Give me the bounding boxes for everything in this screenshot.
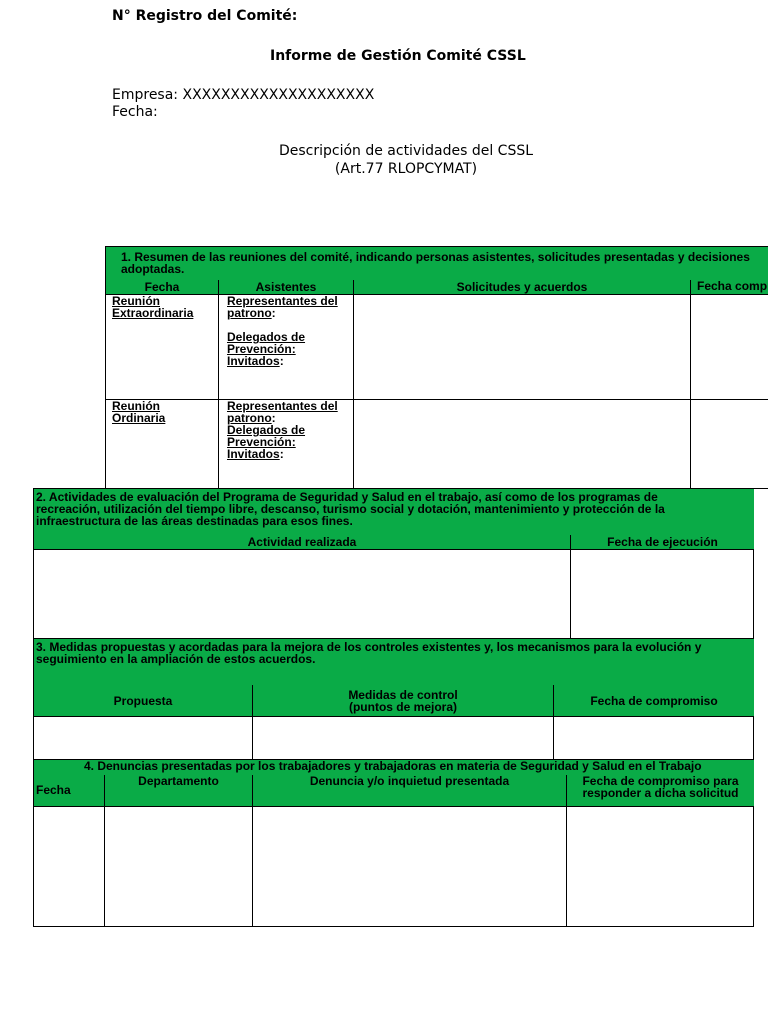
col-actividad: Actividad realizada	[34, 535, 571, 550]
col-medidas: Medidas de control (puntos de mejora)	[253, 685, 554, 717]
col-asistentes: Asistentes	[219, 280, 354, 295]
subtitle-line-1: Descripción de actividades del CSSL	[278, 143, 534, 159]
section4-departamento-cell	[105, 807, 253, 926]
col-denuncia: Denuncia y/o inquietud presentada	[253, 775, 567, 807]
empresa-label: Empresa: XXXXXXXXXXXXXXXXXXXX	[112, 87, 375, 103]
fecha-label: Fecha:	[112, 104, 158, 120]
row2-solicitudes	[354, 400, 691, 490]
col-solicitudes: Solicitudes y acuerdos	[354, 280, 691, 295]
section1-title: 1. Resumen de las reuniones del comité, indicando personas asistentes, solicitudes presentadas y decisiones adoptadas.	[106, 247, 768, 281]
section4-compromiso-cell	[567, 807, 754, 926]
row1-fecha: Reunión Extraordinaria	[106, 295, 219, 400]
section4-denuncia-cell	[253, 807, 567, 926]
subtitle-line-2: (Art.77 RLOPCYMAT)	[334, 161, 478, 177]
col-fecha-responder: Fecha de compromiso para responder a dicha solicitud	[567, 775, 754, 807]
document-title: Informe de Gestión Comité CSSL	[270, 48, 526, 64]
section1-table	[105, 246, 768, 489]
sections-table	[33, 488, 754, 927]
section4-title: 4. Denuncias presentadas por los trabajadores y trabajadoras en materia de Seguridad y Salud en el Trabajo	[34, 760, 754, 776]
col-fecha: Fecha	[106, 280, 219, 295]
section3-fecha-cell	[554, 717, 754, 760]
col-fecha-compromiso: Fecha de compromiso	[554, 685, 754, 717]
row1-asistentes: Representantes del patrono: Delegados de Prevención: Invitados:	[219, 295, 354, 400]
section2-actividad-cell	[34, 550, 571, 639]
section2-title: 2. Actividades de evaluación del Programa de Seguridad y Salud en el trabajo, así como de los programas de recreación, utilización del tiempo libre, descanso, turismo social y dotación, mantenimiento y protección de la infraestructura de las áreas destinadas para esos fines.	[34, 489, 754, 536]
col-denuncia-fecha: Fecha	[34, 775, 105, 807]
row2-fecha-comp	[691, 400, 768, 490]
col-propuesta: Propuesta	[34, 685, 253, 717]
row2-asistentes: Representantes del patrono: Delegados de Prevención: Invitados:	[219, 400, 354, 490]
registro-label: N° Registro del Comité:	[112, 8, 298, 24]
section3-title: 3. Medidas propuestas y acordadas para la mejora de los controles existentes y, los mecanismos para la evolución y seguimiento en la ampliación de estos acuerdos.	[34, 639, 754, 686]
row1-solicitudes	[354, 295, 691, 400]
section3-medidas-cell	[253, 717, 554, 760]
col-fecha-comp: Fecha comp	[691, 280, 768, 295]
section3-propuesta-cell	[34, 717, 253, 760]
section4-fecha-cell	[34, 807, 105, 926]
col-departamento: Departamento	[105, 775, 253, 807]
row1-fecha-comp	[691, 295, 768, 400]
row2-fecha: Reunión Ordinaria	[106, 400, 219, 490]
section2-fecha-cell	[571, 550, 754, 639]
col-fecha-ejecucion: Fecha de ejecución	[571, 535, 754, 550]
